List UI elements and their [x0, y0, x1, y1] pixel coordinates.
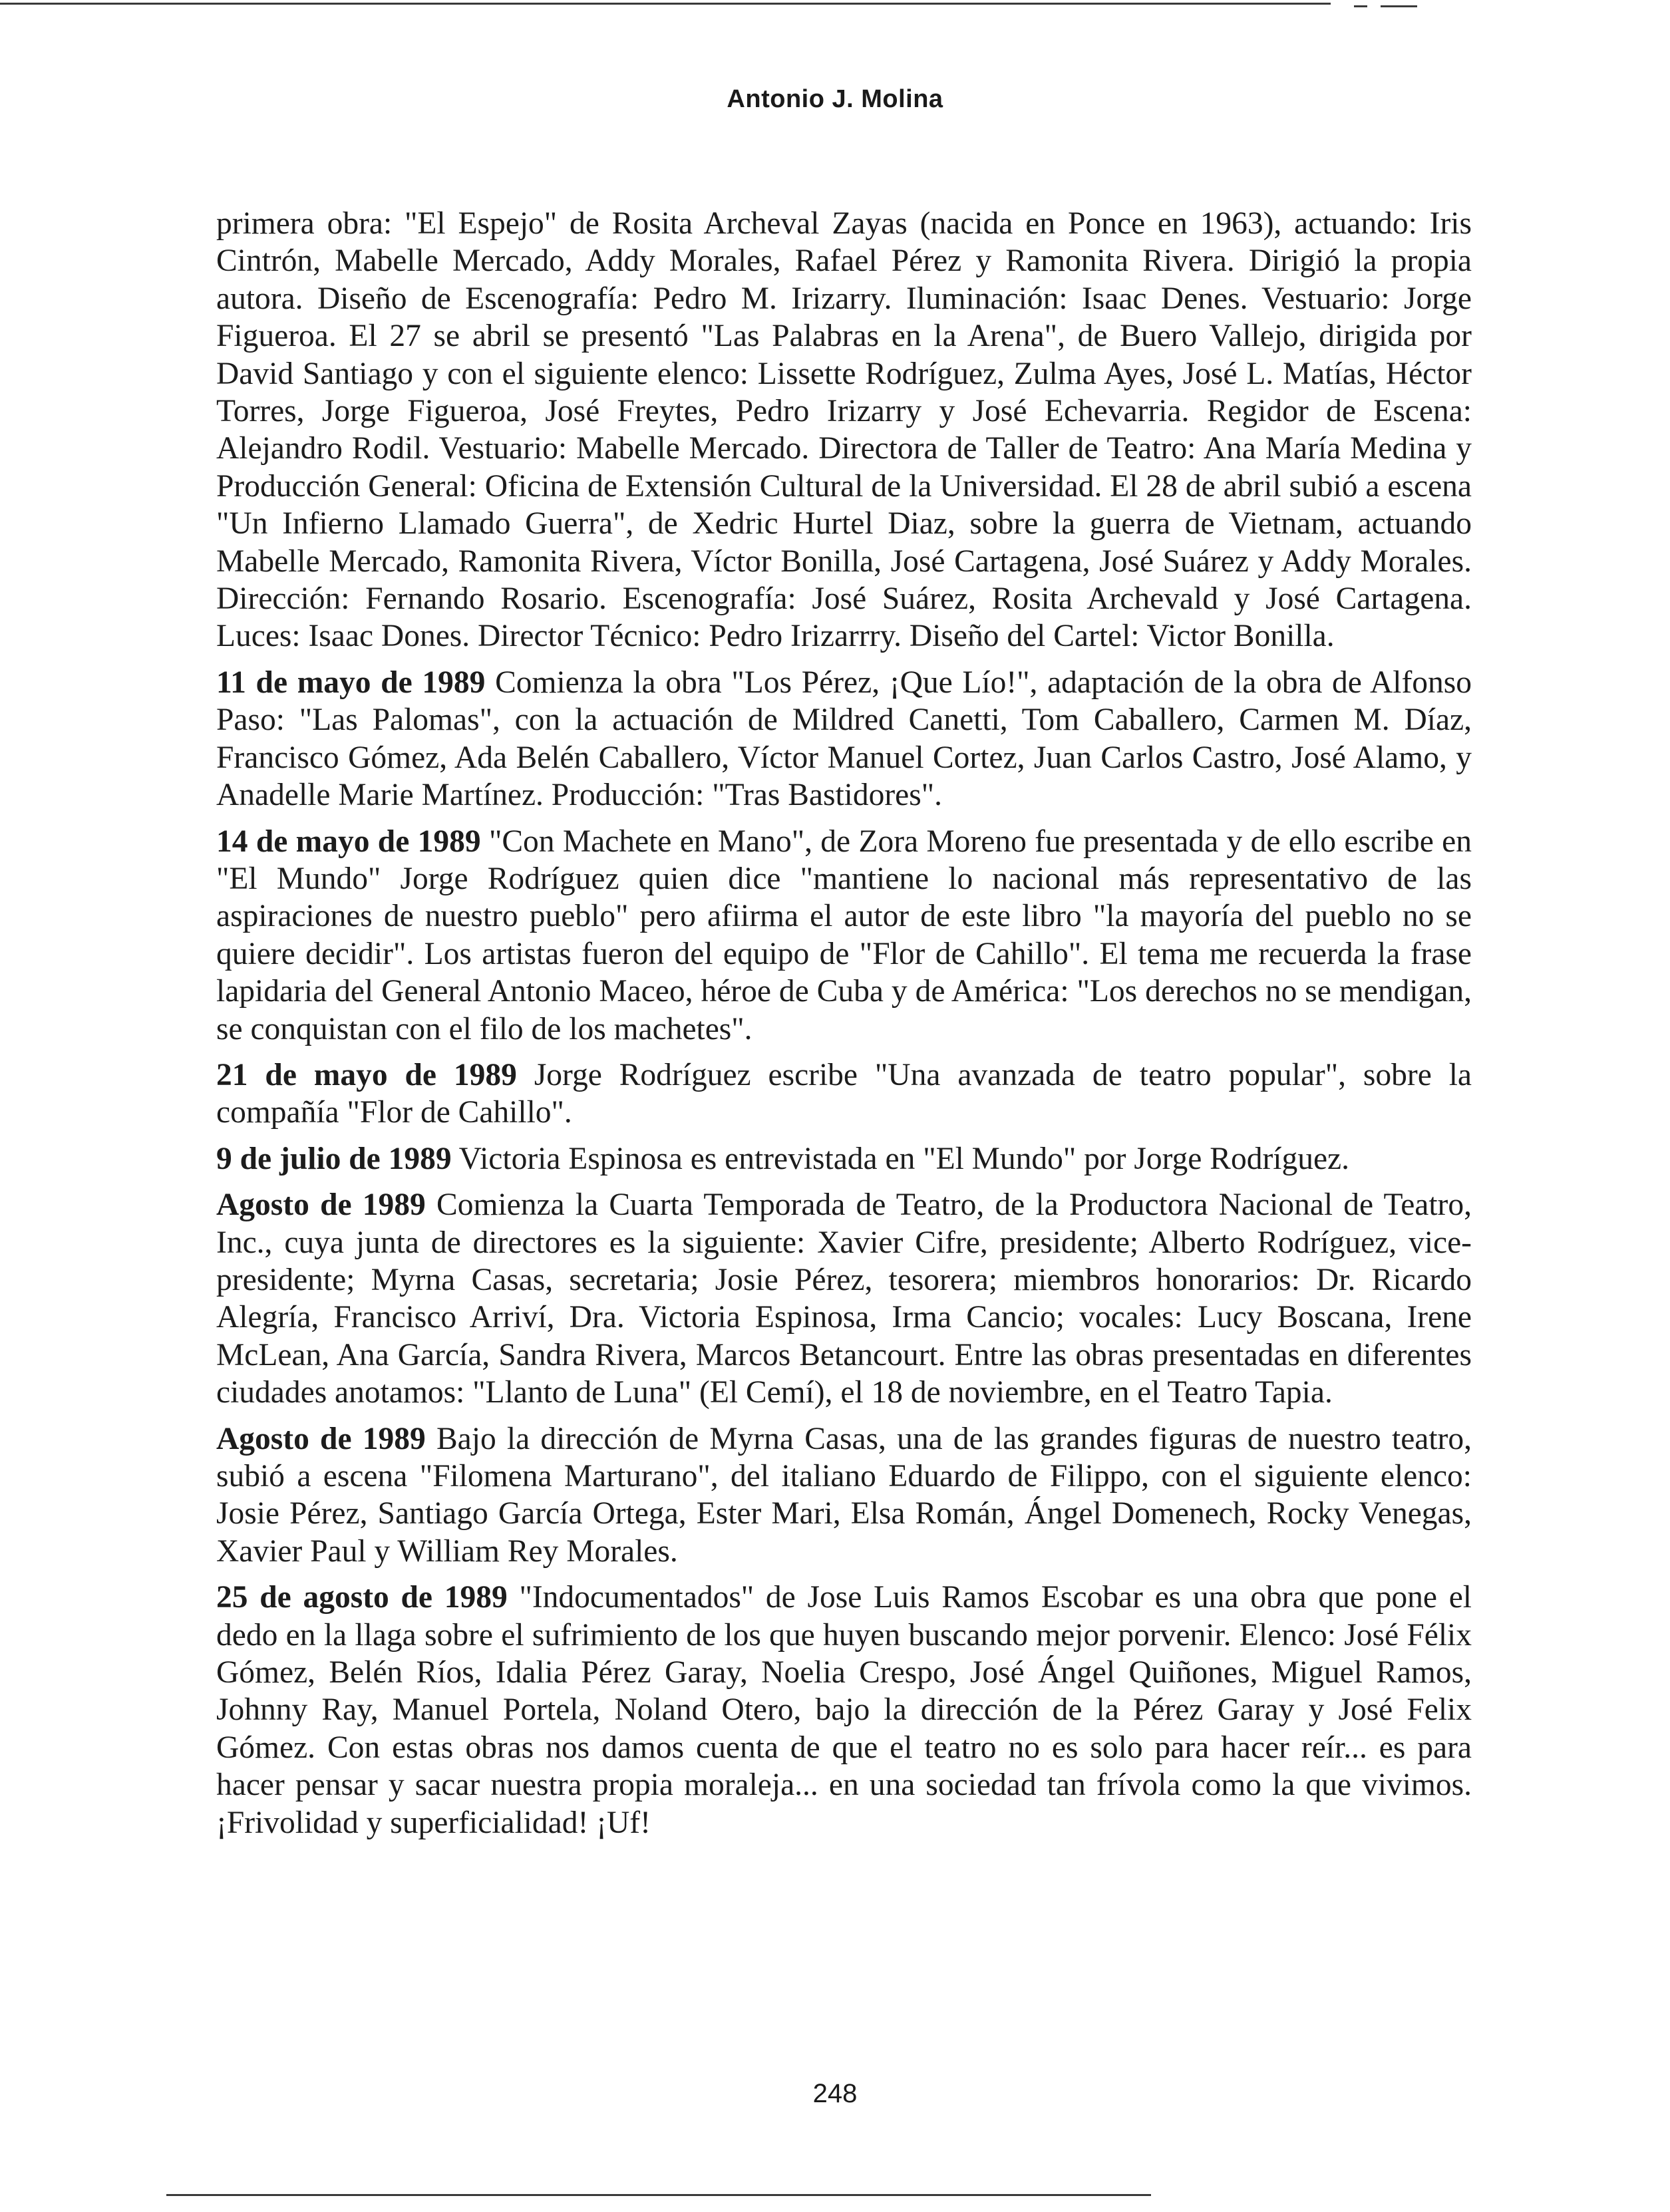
paragraph-entry — [216, 664, 1472, 814]
paragraph-entry — [216, 1056, 1472, 1132]
entry-date: 11 de mayo de 1989 — [216, 665, 486, 700]
entry-text: "Indocumentados" de Jose Luis Ramos Escobar es una obra que pone el dedo en la llaga sobre el sufrimiento de los que huyen buscando mejor porvenir. Elenco: José Félix Gómez, Belén Ríos, Idalia Pérez Garay, Noelia Crespo, José Ángel Quiñones, Miguel Ramos, Johnny Ray, Manuel Portela, Noland Otero, bajo la dirección de la Pérez Garay y José Felix Gómez. Con estas obras nos damos cuenta de que el teatro no es solo para hacer reír... es para hacer pensar y sacar nuestra propia moraleja... en una sociedad tan frívola como la que vivimos. ¡Frivolidad y superficialidad! ¡Uf! — [216, 1580, 1472, 1840]
page-number: 248 — [812, 2079, 858, 2108]
entry-text: Comienza la obra "Los Pérez, ¡Que Lío!", adaptación de la obra de Alfonso Paso: "Las Palomas", con la actuación de Mildred Canetti, Tom Caballero, Carmen M. Díaz, Francisco Gómez, Ada Belén Caballero, Víctor Manuel Cortez, Juan Carlos Castro, José Alamo, y Anadelle Marie Martínez. Producción: "Tras Bastidores". — [216, 665, 1472, 813]
paragraph-continuation — [216, 205, 1472, 655]
entry-text: Bajo la dirección de Myrna Casas, una de las grandes figuras de nuestro teatro, subió a escena "Filomena Marturano", del italiano Eduardo de Filippo, con el siguiente elenco: Josie Pérez, Santiago García Ortega, Ester Mari, Elsa Román, Ángel Domenech, Rocky Venegas, Xavier Paul y William Rey Morales. — [216, 1421, 1472, 1569]
paragraph-entry — [216, 1420, 1472, 1571]
scan-edge-top-dash — [1354, 5, 1367, 7]
entry-text: Comienza la Cuarta Temporada de Teatro, de la Productora Nacional de Teatro, Inc., cuya junta de directores es la siguiente: Xavier Cifre, presidente; Alberto Rodríguez, vice-presidente; Myrna Casas, secretaria; Josie Pérez, tesorera; miembros honorarios: Dr. Ricardo Alegría, Francisco Arriví, Dra. Victoria Espinosa, Irma Cancio; vocales: Lucy Boscana, Irene McLean, Ana García, Sandra Rivera, Marcos Betancourt. Entre las obras presentadas en diferentes ciudades anotamos: "Llanto de Luna" (El Cemí), el 18 de noviembre, en el Teatro Tapia. — [216, 1187, 1472, 1410]
entry-text: primera obra: "El Espejo" de Rosita Archeval Zayas (nacida en Ponce en 1963), actuando: Iris Cintrón, Mabelle Mercado, Addy Morales, Rafael Pérez y Ramonita Rivera. Dirigió la propia autora. Diseño de Escenografía: Pedro M. Irizarry. Iluminación: Isaac Denes. Vestuario: Jorge Figueroa. El 27 se abril se presentó "Las Palabras en la Arena", de Buero Vallejo, dirigida por David Santiago y con el siguiente elenco: Lissette Rodríguez, Zulma Ayes, José L. Matías, Héctor Torres, Jorge Figueroa, José Freytes, Pedro Irizarry y José Echevarria. Regidor de Escena: Alejandro Rodil. Vestuario: Mabelle Mercado. Directora de Taller de Teatro: Ana María Medina y Producción General: Oficina de Extensión Cultural de la Universidad. El 28 de abril subió a escena "Un Infierno Llamado Guerra", de Xedric Hurtel Diaz, sobre la guerra de Vietnam, actuando Mabelle Mercado, Ramonita Rivera, Víctor Bonilla, José Cartagena, José Suárez y Addy Morales. Dirección: Fernando Rosario. Escenografía: José Suárez, Rosita Archevald y José Cartagena. Luces: Isaac Dones. Director Técnico: Pedro Irizarrry. Diseño del Cartel: Victor Bonilla. — [216, 206, 1472, 654]
scan-edge-top-line — [0, 3, 1331, 5]
entry-date: 9 de julio de 1989 — [216, 1141, 452, 1176]
entry-text: Jorge Rodríguez escribe "Una avanzada de teatro popular", sobre la compañía "Flor de Cahillo". — [216, 1057, 1472, 1130]
paragraph-entry — [216, 823, 1472, 1048]
paragraph-entry — [216, 1579, 1472, 1841]
page-body — [216, 205, 1472, 1850]
entry-text: "Con Machete en Mano", de Zora Moreno fue presentada y de ello escribe en "El Mundo" Jorge Rodríguez quien dice "mantiene lo nacional más representativo de las aspiraciones de nuestro pueblo" pero afiirma el autor de este libro "la mayoría del pueblo no se quiere decidir". Los artistas fueron del equipo de "Flor de Cahillo". El tema me recuerda la frase lapidaria del General Antonio Maceo, héroe de Cuba y de América: "Los derechos no se mendigan, se conquistan con el filo de los machetes". — [216, 824, 1472, 1046]
running-header-author: Antonio J. Molina — [727, 85, 943, 113]
entry-text: Victoria Espinosa es entrevistada en "El Mundo" por Jorge Rodríguez. — [451, 1141, 1350, 1176]
scan-edge-bottom-line — [166, 2194, 1151, 2196]
entry-date: Agosto de 1989 — [216, 1421, 426, 1456]
entry-date: Agosto de 1989 — [216, 1187, 426, 1223]
entry-date: 14 de mayo de 1989 — [216, 824, 481, 859]
paragraph-entry — [216, 1186, 1472, 1411]
entry-date: 21 de mayo de 1989 — [216, 1057, 517, 1092]
entry-date: 25 de agosto de 1989 — [216, 1580, 508, 1615]
paragraph-entry — [216, 1140, 1472, 1178]
scan-edge-top-dash — [1381, 5, 1417, 7]
